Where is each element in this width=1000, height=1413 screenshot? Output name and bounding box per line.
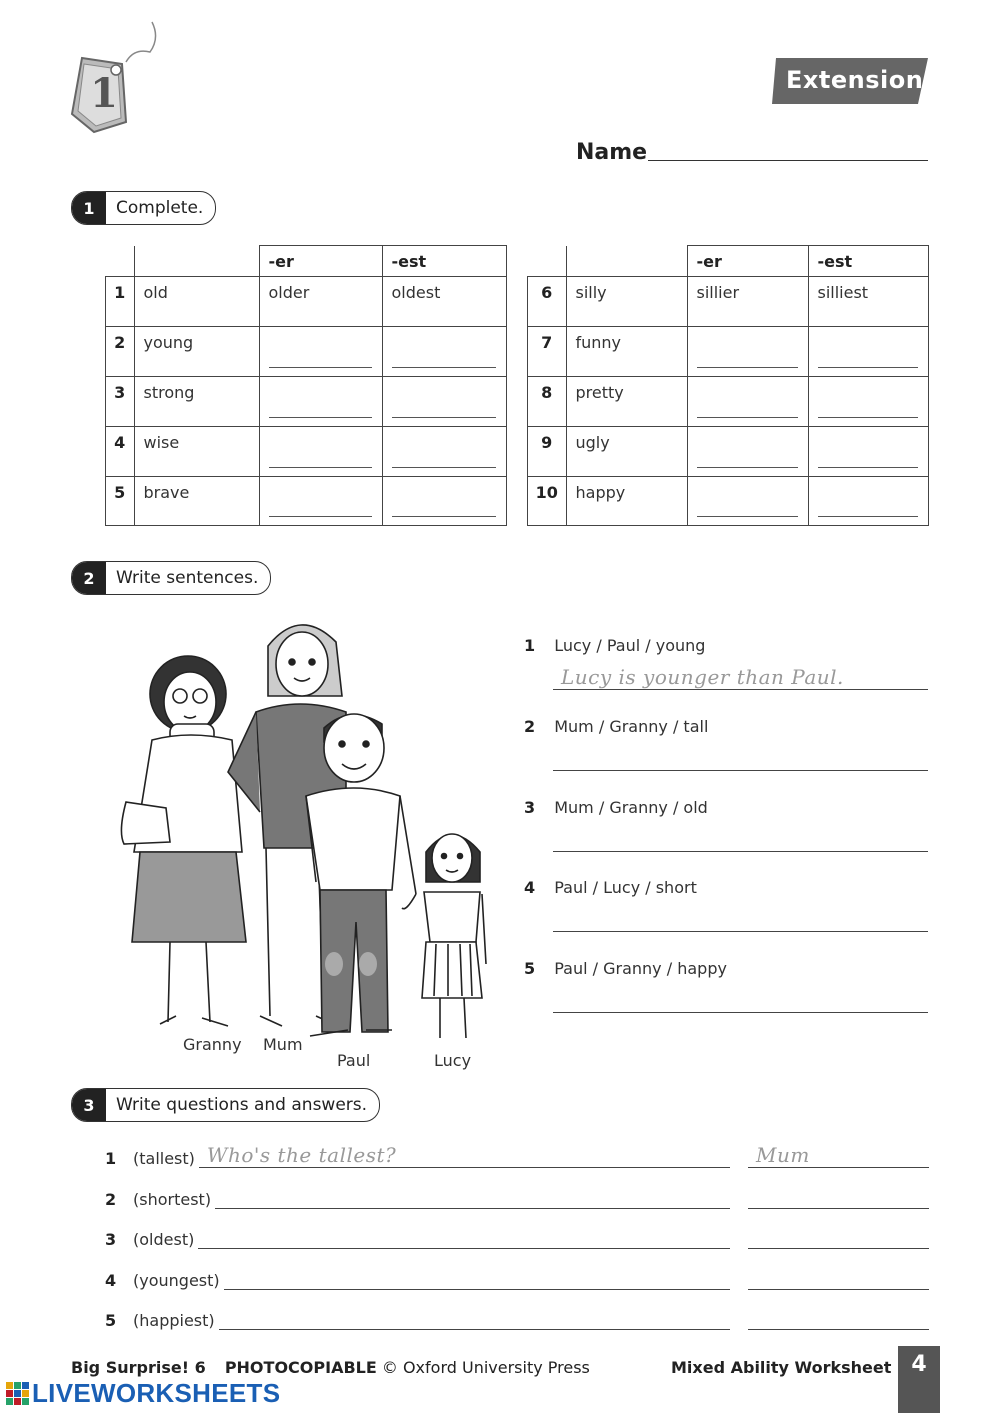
item-number: 3: [524, 798, 536, 817]
sentence-item: [524, 798, 928, 852]
superlative-example: oldest: [391, 283, 441, 302]
row-number: 5: [114, 483, 126, 502]
comparative-blank[interactable]: [259, 427, 382, 477]
answer-line[interactable]: [748, 1180, 929, 1209]
row-number: 4: [114, 433, 126, 452]
adjective: strong: [143, 383, 195, 402]
qa-item: [105, 1136, 929, 1168]
table-row: [528, 477, 929, 526]
superlative-example: silliest: [817, 283, 869, 302]
comparative-blank[interactable]: [687, 327, 808, 377]
column-est-header: -est: [817, 252, 853, 271]
item-number: 3: [105, 1230, 117, 1249]
comparative-blank[interactable]: [687, 427, 808, 477]
item-word: (tallest): [133, 1149, 195, 1168]
adjective: young: [143, 333, 194, 352]
footer-credits: [71, 1358, 590, 1377]
question-line[interactable]: [199, 1139, 730, 1168]
comparative-blank[interactable]: [687, 377, 808, 427]
extension-label: Extension: [786, 66, 924, 94]
qa-item: [105, 1258, 929, 1290]
worksheet-type: Mixed Ability Worksheet: [671, 1358, 892, 1377]
liveworksheets-logo-icon: [6, 1382, 30, 1406]
family-illustration: [110, 612, 500, 1042]
label-granny: Granny: [183, 1035, 242, 1054]
question-line[interactable]: [219, 1301, 730, 1330]
item-word: (happiest): [133, 1311, 215, 1330]
adjective-table-right: [527, 245, 929, 526]
superlative-blank[interactable]: [808, 477, 928, 526]
exercise-2-instruction: Write sentences.: [116, 568, 259, 588]
row-number: 8: [541, 383, 553, 402]
liveworksheets-brand[interactable]: LIVEWORKSHEETS: [32, 1378, 281, 1408]
table-row: [528, 277, 929, 327]
item-number: 2: [524, 717, 536, 736]
item-number: 1: [524, 636, 536, 655]
answer-line[interactable]: [748, 1139, 929, 1168]
column-er-header: -er: [268, 252, 294, 271]
table-row: [106, 327, 507, 377]
adjective: happy: [575, 483, 626, 502]
page-number: 4: [911, 1352, 927, 1377]
table-row: [528, 327, 929, 377]
item-number: 4: [524, 878, 536, 897]
item-prompt: Mum / Granny / tall: [554, 717, 709, 736]
book-title: Big Surprise! 6: [71, 1358, 206, 1377]
column-er-header: -er: [696, 252, 722, 271]
comparative-blank[interactable]: [259, 477, 382, 526]
question-line[interactable]: [215, 1180, 730, 1209]
row-number: 3: [114, 383, 126, 402]
answer-line[interactable]: [748, 1301, 929, 1330]
answer-line[interactable]: [748, 1220, 929, 1249]
table-row: [106, 277, 507, 327]
adjective: silly: [575, 283, 607, 302]
row-number: 7: [541, 333, 553, 352]
qa-item: [105, 1177, 929, 1209]
answer-line[interactable]: [748, 1261, 929, 1290]
photocopiable-label: PHOTOCOPIABLE: [224, 1358, 377, 1377]
copyright: © Oxford University Press: [381, 1358, 590, 1377]
superlative-blank[interactable]: [382, 427, 506, 477]
name-input-line[interactable]: [648, 160, 928, 161]
comparative-blank[interactable]: [259, 377, 382, 427]
exercise-3-instruction: Write questions and answers.: [116, 1095, 368, 1115]
exercise-1-instruction: Complete.: [116, 198, 204, 218]
sentence-item: [524, 636, 928, 690]
exercise-3-heading: [71, 1088, 380, 1122]
superlative-blank[interactable]: [808, 427, 928, 477]
adjective: wise: [143, 433, 180, 452]
answer-line[interactable]: [553, 903, 928, 932]
row-number: 1: [114, 283, 126, 302]
question-line[interactable]: [198, 1220, 730, 1249]
item-word: (oldest): [133, 1230, 195, 1249]
exercise-1-number: 1: [72, 192, 106, 224]
answer-line[interactable]: [553, 984, 928, 1013]
item-number: 4: [105, 1271, 117, 1290]
answer-line[interactable]: [553, 823, 928, 852]
table-row: [528, 427, 929, 477]
item-word: (youngest): [133, 1271, 220, 1290]
item-number: 1: [105, 1149, 117, 1168]
adjective: funny: [575, 333, 622, 352]
exercise-2-heading: [71, 561, 271, 595]
example-question: Who's the tallest?: [206, 1143, 397, 1167]
name-label: Name: [576, 140, 648, 165]
adjective: old: [143, 283, 168, 302]
sentence-item: [524, 878, 928, 932]
lucy-figure: [402, 834, 486, 1038]
example-answer: Mum: [756, 1143, 810, 1167]
example-answer: Lucy is younger than Paul.: [561, 665, 844, 689]
superlative-blank[interactable]: [382, 327, 506, 377]
adjective-table-left: [105, 245, 507, 526]
label-mum: Mum: [263, 1035, 303, 1054]
qa-item: [105, 1217, 929, 1249]
table-row: [106, 377, 507, 427]
exercise-3-number: 3: [72, 1089, 106, 1121]
label-paul: Paul: [337, 1051, 371, 1070]
item-word: (shortest): [133, 1190, 212, 1209]
sentence-item: [524, 959, 928, 1013]
table-row: [528, 377, 929, 427]
item-prompt: Paul / Granny / happy: [554, 959, 727, 978]
item-number: 5: [524, 959, 536, 978]
item-number: 5: [105, 1311, 117, 1330]
answer-line[interactable]: [553, 661, 928, 690]
adjective: pretty: [575, 383, 624, 402]
adjective: brave: [143, 483, 190, 502]
row-number: 9: [541, 433, 553, 452]
label-lucy: Lucy: [434, 1051, 472, 1070]
superlative-blank[interactable]: [808, 377, 928, 427]
granny-figure: [121, 656, 246, 1026]
row-number: 10: [535, 483, 558, 502]
question-line[interactable]: [224, 1261, 730, 1290]
comparative-example: older: [268, 283, 310, 302]
row-number: 6: [541, 283, 553, 302]
unit-number: 1: [90, 70, 118, 117]
adjective: ugly: [575, 433, 610, 452]
sentence-item: [524, 717, 928, 771]
answer-line[interactable]: [553, 742, 928, 771]
exercise-2-number: 2: [72, 562, 106, 594]
superlative-blank[interactable]: [808, 327, 928, 377]
exercise-1-heading: [71, 191, 216, 225]
comparative-blank[interactable]: [259, 327, 382, 377]
item-number: 2: [105, 1190, 117, 1209]
item-prompt: Mum / Granny / old: [554, 798, 708, 817]
table-row: [106, 427, 507, 477]
item-prompt: Paul / Lucy / short: [554, 878, 697, 897]
column-est-header: -est: [391, 252, 427, 271]
qa-item: [105, 1298, 929, 1330]
comparative-blank[interactable]: [687, 477, 808, 526]
comparative-example: sillier: [696, 283, 740, 302]
table-row: [106, 477, 507, 526]
superlative-blank[interactable]: [382, 377, 506, 427]
row-number: 2: [114, 333, 126, 352]
item-prompt: Lucy / Paul / young: [554, 636, 706, 655]
superlative-blank[interactable]: [382, 477, 506, 526]
